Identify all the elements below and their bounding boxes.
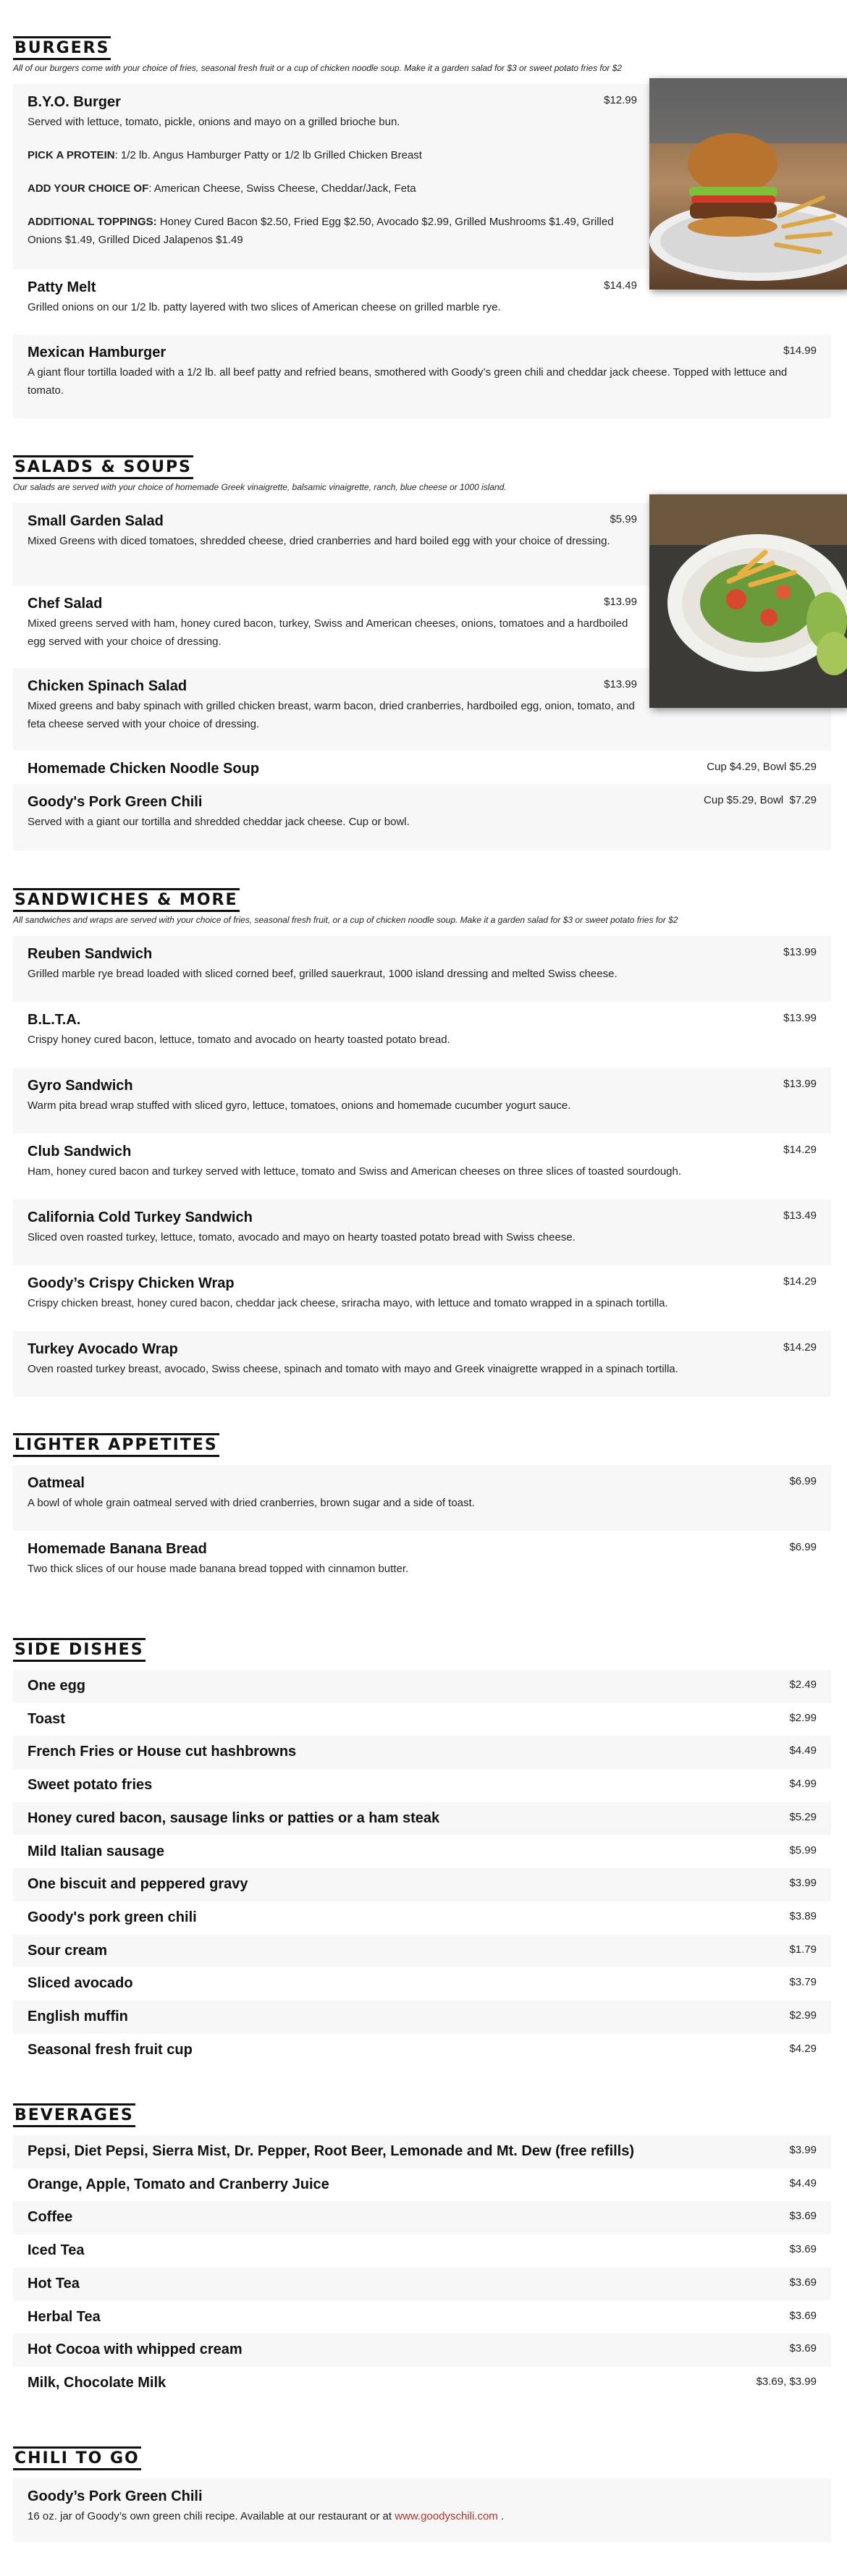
item-desc: Crispy honey cured bacon, lettuce, tomato and avocado on hearty toasted potato bread. xyxy=(28,1034,450,1046)
item-name: Goody's pork green chili xyxy=(28,1909,197,1925)
item-desc: Crispy chicken breast, honey cured bacon, cheddar jack cheese, sriracha mayo, with lettuce and tomato wrapped in a spinach tortilla. xyxy=(28,1297,668,1309)
item-name: Small Garden Salad xyxy=(28,513,164,529)
item-desc: A bowl of whole grain oatmeal served with dried cranberries, brown sugar and a side of toast. xyxy=(28,1497,475,1509)
item-price: $4.49 xyxy=(789,1744,817,1757)
menu-item xyxy=(13,334,831,418)
beverages-section xyxy=(13,2103,831,2391)
item-name: Goody’s Pork Green Chili xyxy=(28,2488,203,2504)
menu-item xyxy=(13,1836,831,1869)
menu-item xyxy=(13,784,831,850)
item-price: $3.69 xyxy=(789,2243,817,2256)
option-text: : 1/2 lb. Angus Hamburger Patty or 1/2 lb Grilled Chicken Breast xyxy=(114,149,422,161)
item-name: Gyro Sandwich xyxy=(28,1078,133,1094)
item-price: $3.99 xyxy=(789,2144,817,2156)
lighter-section xyxy=(13,1433,831,1575)
menu-item xyxy=(13,2135,831,2169)
section-note: All sandwiches and wraps are served with your choice of fries, seasonal fresh fruit, or a cup of chicken noodle soup. Make it a garden salad for $3 or sweet potato fries for $2 xyxy=(13,915,678,925)
item-desc: Two thick slices of our house made banana bread topped with cinnamon butter. xyxy=(28,1563,409,1575)
menu-item xyxy=(13,1967,831,2001)
menu-item xyxy=(13,1703,831,1736)
item-price: $3.69 xyxy=(789,2342,817,2355)
item-price: $4.29 xyxy=(789,2042,817,2055)
menu-item xyxy=(13,2367,831,2400)
item-price: $14.99 xyxy=(783,345,817,357)
item-name: Goody’s Crispy Chicken Wrap xyxy=(28,1275,235,1291)
item-desc: Mixed greens served with ham, honey cured bacon, turkey, Swiss and American cheeses, onions, tomatoes and a hardboiled egg served with your choice of dressing. xyxy=(28,617,628,648)
item-name: Seasonal fresh fruit cup xyxy=(28,2041,193,2058)
cheese-option xyxy=(28,180,607,198)
item-price: $13.99 xyxy=(783,946,817,958)
menu-item xyxy=(13,1265,831,1331)
item-name: Honey cured bacon, sausage links or patties or a ham steak xyxy=(28,1809,440,1826)
item-name: Turkey Avocado Wrap xyxy=(28,1341,178,1357)
item-price: $6.99 xyxy=(789,1475,817,1487)
item-name: Toast xyxy=(28,1710,65,1727)
item-desc: Served with lettuce, tomato, pickle, onions and mayo on a grilled brioche bun. xyxy=(28,116,400,128)
item-price: $14.29 xyxy=(783,1144,817,1156)
item-price: $14.29 xyxy=(783,1275,817,1288)
section-title: SIDE DISHES xyxy=(13,1638,146,1662)
item-desc: Grilled marble rye bread loaded with sliced corned beef, grilled sauerkraut, 1000 island dressing and melted Swiss cheese. xyxy=(28,968,618,980)
menu-item xyxy=(13,1331,831,1397)
item-price: $6.99 xyxy=(789,1541,817,1553)
item-price: $13.99 xyxy=(783,1012,817,1024)
item-name: Herbal Tea xyxy=(28,2308,101,2325)
item-price: Cup $5.29, Bowl $7.29 xyxy=(704,794,817,806)
item-name: Sour cream xyxy=(28,1942,108,1959)
item-name: Goody's Pork Green Chili xyxy=(28,794,203,810)
menu-item xyxy=(13,2334,831,2367)
section-note: Our salads are served with your choice of homemade Greek vinaigrette, balsamic vinaigrette, ranch, blue cheese or 1000 island. xyxy=(13,482,507,492)
menu-item xyxy=(13,2201,831,2234)
item-price: $5.99 xyxy=(789,1844,817,1857)
item-name: Hot Cocoa with whipped cream xyxy=(28,2341,243,2358)
item-name: One egg xyxy=(28,1678,86,1694)
item-price: $5.99 xyxy=(610,513,637,525)
sides-section xyxy=(13,1638,831,2058)
section-title: BEVERAGES xyxy=(13,2103,135,2127)
menu-item xyxy=(13,1531,831,1597)
menu-item xyxy=(13,2001,831,2034)
item-desc: Oven roasted turkey breast, avocado, Swiss cheese, spinach and tomato with mayo and Greek vinaigrette wrapped in a spinach tortilla. xyxy=(28,1363,678,1375)
item-name: Oatmeal xyxy=(28,1475,85,1491)
item-name: Homemade Banana Bread xyxy=(28,1541,207,1557)
salad-photo xyxy=(649,494,847,708)
menu-item xyxy=(13,2301,831,2334)
item-price: $3.79 xyxy=(789,1976,817,1989)
item-price: $14.29 xyxy=(783,1341,817,1354)
menu-item xyxy=(13,1670,831,1703)
menu-item xyxy=(13,1002,831,1068)
item-desc: Warm pita bread wrap stuffed with sliced gyro, lettuce, tomatoes, onions and homemade cucumber yogurt sauce. xyxy=(28,1099,571,1112)
item-name: Club Sandwich xyxy=(28,1144,132,1160)
menu-item xyxy=(13,936,831,1002)
menu-item xyxy=(13,1868,831,1901)
item-name: Sliced avocado xyxy=(28,1975,133,1992)
item-name: Mild Italian sausage xyxy=(28,1843,164,1859)
menu-item xyxy=(13,1802,831,1836)
item-price: $3.69, $3.99 xyxy=(756,2375,817,2388)
item-name: Milk, Chocolate Milk xyxy=(28,2374,167,2391)
item-desc: Grilled onions on our 1/2 lb. patty layered with two slices of American cheese on grilled marble rye. xyxy=(28,301,501,313)
menu-item xyxy=(13,2478,831,2542)
item-desc: Mixed Greens with diced tomatoes, shredded cheese, dried cranberries and hard boiled egg with your choice of dressing. xyxy=(28,535,610,547)
item-name: B.Y.O. Burger xyxy=(28,94,121,110)
item-desc xyxy=(28,2507,817,2525)
item-name: French Fries or House cut hashbrowns xyxy=(28,1744,297,1760)
protein-option xyxy=(28,146,607,164)
desc-text: 16 oz. jar of Goody’s own green chili recipe. Available at our restaurant or at xyxy=(28,2510,395,2522)
chili-section xyxy=(13,2446,831,2522)
item-name: California Cold Turkey Sandwich xyxy=(28,1209,253,1225)
item-price: $2.99 xyxy=(789,2009,817,2022)
item-price: $13.49 xyxy=(783,1209,817,1222)
item-price: $1.79 xyxy=(789,1943,817,1956)
option-label: PICK A PROTEIN xyxy=(28,149,115,161)
sandwiches-section xyxy=(13,888,831,1375)
section-title: CHILI TO GO xyxy=(13,2446,141,2470)
item-name: Mexican Hamburger xyxy=(28,345,167,360)
item-name: B.L.T.A. xyxy=(28,1012,81,1028)
burger-photo xyxy=(649,78,847,290)
option-label: ADDITIONAL TOPPINGS: xyxy=(28,216,157,228)
section-title: SALADS & SOUPS xyxy=(13,455,193,479)
item-name: English muffin xyxy=(28,2009,128,2024)
section-title: BURGERS xyxy=(13,36,111,60)
item-name: Pepsi, Diet Pepsi, Sierra Mist, Dr. Pepper, Root Beer, Lemonade and Mt. Dew (free refills) xyxy=(28,2143,635,2159)
menu-item xyxy=(13,1465,831,1531)
item-name: Reuben Sandwich xyxy=(28,946,153,962)
item-desc: Ham, honey cured bacon and turkey served with lettuce, tomato and Swiss and American cheeses on three slices of toasted sourdough. xyxy=(28,1165,682,1178)
item-price: $14.49 xyxy=(604,279,637,292)
menu-item xyxy=(13,2034,831,2067)
item-price: $2.49 xyxy=(789,1678,817,1691)
section-note: All of our burgers come with your choice of fries, seasonal fresh fruit or a cup of chicken noodle soup. Make it a garden salad for $3 or sweet potato fries for $2 xyxy=(13,63,623,73)
item-name: Patty Melt xyxy=(28,279,96,295)
item-price: $3.69 xyxy=(789,2309,817,2322)
menu-item xyxy=(13,1769,831,1802)
item-price: Cup $4.29, Bowl $5.29 xyxy=(707,761,817,773)
item-desc: Mixed greens and baby spinach with grilled chicken breast, warm bacon, dried cranberries, hardboiled egg, onion, tomato, and feta cheese served with your choice of dressing. xyxy=(28,700,635,730)
toppings-option xyxy=(28,213,628,249)
item-name: Orange, Apple, Tomato and Cranberry Juice xyxy=(28,2176,329,2192)
menu-item xyxy=(13,1133,831,1199)
menu-item xyxy=(13,1199,831,1265)
item-name: One biscuit and peppered gravy xyxy=(28,1876,248,1893)
item-desc: A giant flour tortilla loaded with a 1/2 lb. all beef patty and refried beans, smothered with Goody’s green chili and cheddar jack cheese. Topped with lettuce and tomato. xyxy=(28,366,788,397)
desc-text: . xyxy=(497,2510,505,2522)
menu-item xyxy=(13,751,831,784)
item-name: Coffee xyxy=(28,2209,73,2226)
item-price: $3.89 xyxy=(789,1909,817,1922)
menu-item xyxy=(13,2268,831,2301)
item-name: Homemade Chicken Noodle Soup xyxy=(28,761,260,777)
item-name: Chicken Spinach Salad xyxy=(28,678,187,694)
option-text: Honey Cured Bacon $2.50, Fried Egg $2.50, Avocado $2.99, Grilled Mushrooms $1.49, Grilled Onions $1.49, Grilled Diced Jalapenos $1.49 xyxy=(28,216,614,246)
item-name: Chef Salad xyxy=(28,596,103,612)
item-price: $3.69 xyxy=(789,2210,817,2223)
item-price: $13.99 xyxy=(783,1078,817,1090)
item-price: $13.99 xyxy=(604,596,637,608)
menu-item xyxy=(13,1935,831,1968)
section-title: SANDWICHES & MORE xyxy=(13,888,240,912)
option-label: ADD YOUR CHOICE OF xyxy=(28,182,149,195)
item-name: Iced Tea xyxy=(28,2242,85,2259)
item-price: $4.49 xyxy=(789,2176,817,2189)
item-desc: Served with a giant our tortilla and shredded cheddar jack cheese. Cup or bowl. xyxy=(28,816,410,828)
menu-item xyxy=(13,1901,831,1935)
item-price: $2.99 xyxy=(789,1711,817,1724)
option-text: : American Cheese, Swiss Cheese, Cheddar/Jack, Feta xyxy=(148,182,416,195)
item-name: Hot Tea xyxy=(28,2275,80,2292)
chili-website-link[interactable]: www.goodyschili.com xyxy=(395,2510,498,2522)
item-desc: Sliced oven roasted turkey, lettuce, tomato, avocado and mayo on hearty toasted potato bread with Swiss cheese. xyxy=(28,1231,576,1243)
burgers-section xyxy=(13,36,831,397)
item-price: $13.99 xyxy=(604,678,637,691)
menu-item xyxy=(13,1736,831,1769)
menu-item xyxy=(13,1068,831,1133)
item-price: $3.69 xyxy=(789,2276,817,2289)
menu-item xyxy=(13,2169,831,2202)
item-name: Sweet potato fries xyxy=(28,1777,153,1794)
item-price: $4.99 xyxy=(789,1778,817,1791)
menu-item xyxy=(13,2234,831,2268)
item-price: $5.29 xyxy=(789,1810,817,1823)
section-title: LIGHTER APPETITES xyxy=(13,1433,219,1457)
item-price: $3.99 xyxy=(789,1877,817,1890)
item-price: $12.99 xyxy=(604,94,637,106)
salads-section xyxy=(13,455,831,828)
